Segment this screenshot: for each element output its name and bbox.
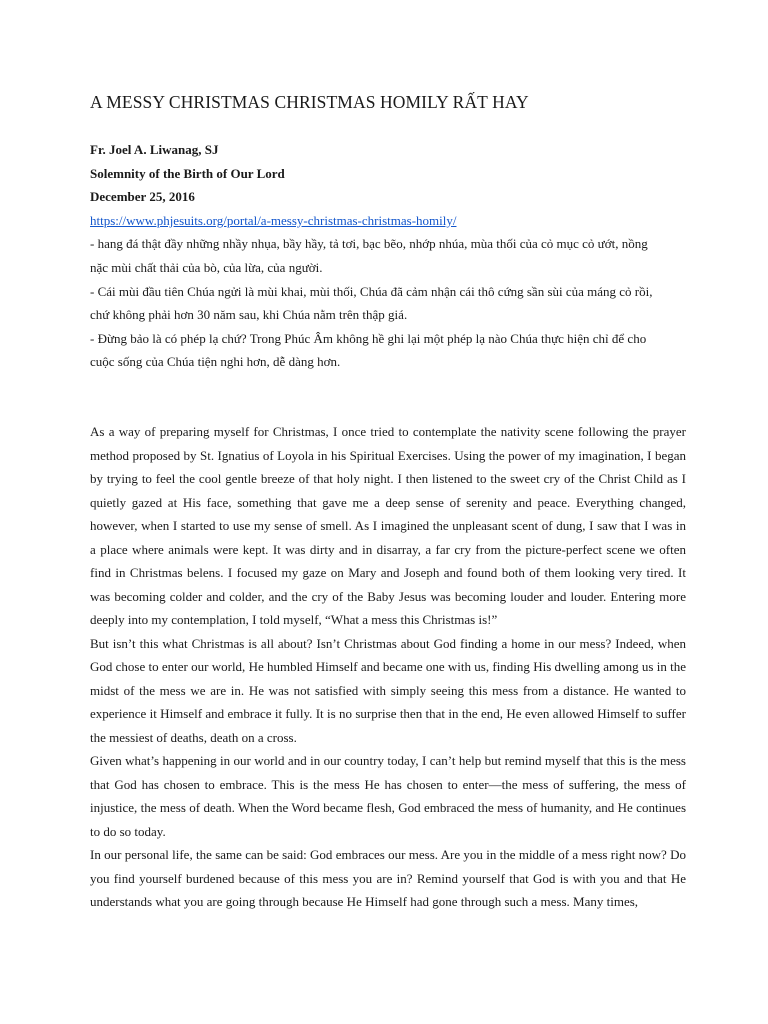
paragraph: Given what’s happening in our world and in our country today, I can’t help but remind myself that this is the mess that God has chosen to embrace. This is the mess He has chosen to enter—the mess of suffering, the mess of injustice, the mess of death. When the Word became flesh, God embraced the mess of humanity, and He continues to do so today. (90, 753, 686, 839)
author-name: Fr. Joel A. Liwanag, SJ (90, 142, 219, 157)
occasion: Solemnity of the Birth of Our Lord (90, 165, 285, 181)
homily-body (90, 420, 686, 914)
paragraph: But isn’t this what Christmas is all about? Isn’t Christmas about God finding a home in our mess? Indeed, when God chose to enter our world, He humbled Himself and became one with us, finding His dwelling among us in the midst of the mess we are in. He was not satisfied with simply seeing this mess from a distance. He wanted to experience it Himself and embrace it fully. It is no surprise then that in the end, He even allowed Himself to suffer the messiest of deaths, death on a cross. (90, 635, 686, 745)
note-2-line-2: chứ không phải hơn 30 năm sau, khi Chúa nằm trên thập giá. (90, 307, 408, 323)
note-3-line-1: - Đừng bảo là có phép lạ chứ? Trong Phúc Âm không hề ghi lại một phép lạ nào Chúa thực hiện chỉ để cho (90, 330, 647, 346)
note-1-line-1: - hang đá thật đầy những nhầy nhụa, bầy hầy, tả tơi, bạc bẽo, nhớp nhúa, mùa thối của cỏ mục cỏ ướt, nồng (90, 236, 648, 252)
note-3-line-2: cuộc sống của Chúa tiện nghi hơn, dễ dàng hơn. (90, 354, 341, 370)
note-1-line-2: nặc mùi chất thải của bò, của lừa, của người. (90, 259, 323, 275)
note-2-line-1: - Cái mùi đầu tiên Chúa ngửi là mùi khai, mùi thối, Chúa đã cảm nhận cái thô cứng sần sùi của máng cỏ rồi, (90, 283, 653, 299)
source-link[interactable]: https://www.phjesuits.org/portal/a-messy-christmas-christmas-homily/ (90, 212, 457, 228)
document-title: A MESSY CHRISTMAS CHRISTMAS HOMILY RẤT HAY (90, 92, 529, 112)
document-header-info (90, 138, 686, 374)
paragraph: As a way of preparing myself for Christmas, I once tried to contemplate the nativity scene following the prayer method proposed by St. Ignatius of Loyola in his Spiritual Exercises. Using the power of my imagination, I began by trying to feel the cool gentle breeze of that holy night. I then listened to the sweet cry of the Christ Child as I quietly gazed at His face, something that gave me a deep sense of serenity and peace. Everything changed, however, when I started to use my sense of smell. As I imagined the unpleasant scent of dung, I saw that I was in a place where animals were kept. It was dirty and in disarray, a far cry from the picture-perfect scene we often find in Christmas belens. I focused my gaze on Mary and Joseph and found both of them looking very tired. It was becoming colder and colder, and the cry of the Baby Jesus was becoming louder and louder. Entering more deeply into my contemplation, I told myself, “What a mess this Christmas is!” (90, 424, 686, 627)
paragraph: In our personal life, the same can be said: God embraces our mess. Are you in the middle of a mess right now? Do you find yourself burdened because of this mess you are in? Remind yourself that God is with you and that He understands what you are going through because He Himself had gone through such a mess. Many times, (90, 847, 686, 909)
homily-date: December 25, 2016 (90, 189, 195, 205)
